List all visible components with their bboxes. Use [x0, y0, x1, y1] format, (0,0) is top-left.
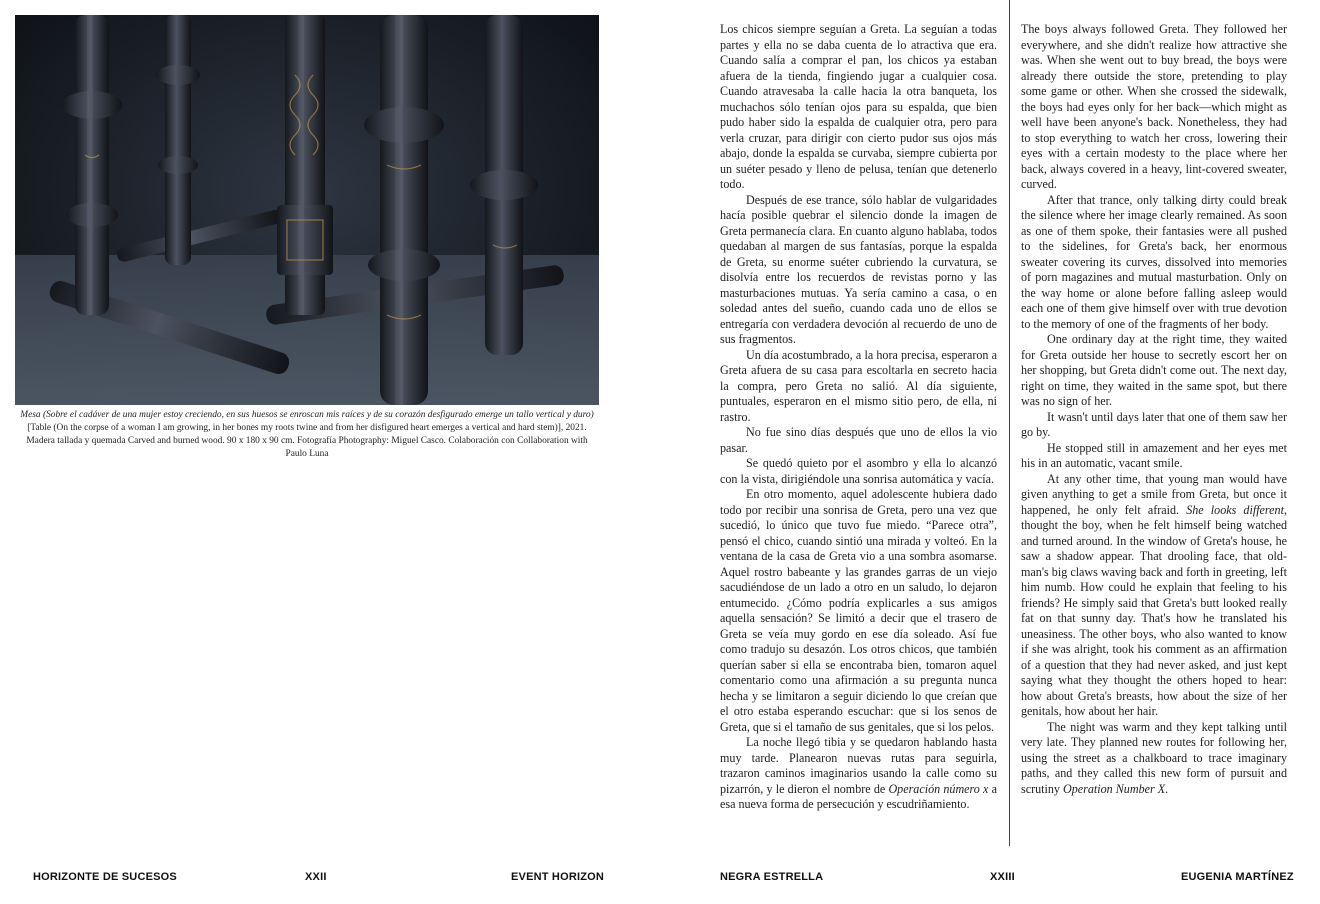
- spanish-text-column: [720, 22, 997, 813]
- footer-story-title: NEGRA ESTRELLA: [720, 871, 824, 883]
- paragraph: [720, 735, 997, 813]
- footer-page-number-left: XXII: [305, 871, 327, 883]
- paragraph: One ordinary day at the right time, they waited for Greta outside her house to secretly escort her on her shopping, but Greta didn't come out. The next day, right on time, they waited in the same spot, but there was no sign of her.: [1021, 332, 1287, 408]
- paragraph-text: At any other time, that young man would have given anything to get a smile from Greta, but once it happened, he only felt afraid.: [1021, 471, 1287, 517]
- paragraph: After that trance, only talking dirty could break the silence where her image clearly remained. As soon as one of them spoke, their fantasies were all pushed to the sidelines, for Greta's back, her enormous sweater covering its curves, dissolved into memories of porn magazines and mutual masturbation. Only on the way home or alone before falling asleep would each one of them give himself over with true devotion to the memory of one of the fragments of her body.: [1021, 192, 1287, 331]
- paragraph: [1021, 720, 1287, 798]
- paragraph-text: La noche llegó tibia y se quedaron hablando hasta muy tarde. Planearon nuevas rutas para seguirla, trazaron caminos imaginarios usando la calle como su pizarrón, y le dieron el nombre de: [720, 735, 997, 796]
- paragraph: [1021, 472, 1287, 720]
- paragraph-text: .: [1165, 781, 1169, 796]
- paragraph-text: , thought the boy, when he felt himself being watched and turned around. In the window of Greta's house, he saw a shadow appear. That drooling face, that old-man's big claws waving back and forth in greeting, left him numb. How could he explain that feeling to his friends? He simply said that Greta's butt looked really fat on that sunny day. That's how he translated his uneasiness. The other boys, who also wanted to know if she was alright, took his comment as an affirmation of a question that they had never asked, and just kept saying what they thought the others hoped to hear: how about Greta's breasts, how about the size of her genitals, how about her hair.: [1021, 502, 1287, 718]
- paragraph: The boys always followed Greta. They followed her everywhere, and she didn't realize how attractive she was. When she went out to buy bread, the boys were already there outside the store, pretending to play some game or other. When she crossed the sidewalk, the boys had eyes only for her back—which might as well have been anyone's back. Nonetheless, they had to stop everything to watch her cross, lowering their eyes with a certain modesty to the place where her back, always covered in a heavy, lint-covered sweater, curved.: [1021, 22, 1287, 191]
- column-divider: [1009, 0, 1010, 846]
- paragraph-text: a esa nueva forma de persecución y escudriñamiento.: [720, 781, 997, 811]
- photo-caption: [15, 409, 599, 461]
- paragraph: He stopped still in amazement and her eyes met his in an automatic, vacant smile.: [1021, 440, 1287, 470]
- paragraph: Los chicos siempre seguían a Greta. La seguían a todas partes y ella no se daba cuenta de lo atractiva que era. Cuando salía a comprar el pan, los chicos ya estaban afuera de la tienda, fingiendo jugar a cualquier cosa. Cuando atravesaba la calle hacia la otra banqueta, los muchachos sólo tenían ojos para su espalda, que bien pudo haber sido la espalda de cualquier otra, pero para verla cruzar, para dirigir con cierto pudor sus ojos más abajo, donde la espalda se curvaba, siempre cubierta por un suéter pesado y lleno de pelusa, tenían que detenerlo todo.: [720, 22, 997, 191]
- paragraph: Un día acostumbrado, a la hora precisa, esperaron a Greta afuera de su casa para escoltarla en secreto hacia la compra, pero Greta no salió. Al día siguiente, puntuales, esperaron en el mismo sitio pero, de ella, ni rastro.: [720, 347, 997, 424]
- paragraph: No fue sino días después que uno de ellos la vio pasar.: [720, 425, 997, 455]
- italic-term: Operación número x: [888, 781, 989, 796]
- caption-title: Mesa (Sobre el cadáver de una mujer estoy creciendo, en sus huesos se enroscan mis raíces y de su corazón desfigurado emerge un tallo vertical y duro): [20, 410, 594, 420]
- english-text-column: [1021, 22, 1287, 797]
- italic-term: She looks different: [1186, 502, 1284, 517]
- footer-section-title-en: EVENT HORIZON: [511, 871, 605, 883]
- caption-details: [Table (On the corpse of a woman I am growing, in her bones my roots twine and from her disfigured heart emerges a vertical and hard stem)], 2021. Madera tallada y quemada Carved and burned wood. 90 x 180 x 90 cm. Fotografía Photography: Miguel Casco. Colaboración con Collaboration with Paulo Luna: [26, 423, 588, 459]
- footer-author: EUGENIA MARTÍNEZ: [1181, 871, 1294, 883]
- paragraph: It wasn't until days later that one of them saw her go by.: [1021, 409, 1287, 439]
- footer-section-title: HORIZONTE DE SUCESOS: [33, 871, 177, 883]
- footer-page-number-right: XXIII: [990, 871, 1015, 883]
- paragraph: Después de ese trance, sólo hablar de vulgaridades hacía posible quebrar el silencio donde la imagen de Greta permanecía clara. En cuanto alguno hablaba, todos quedaban al margen de sus fantasías, porque la espalda de Greta, su enorme suéter cubriendo la curvatura, se disolvía entre los recuerdos de revistas porno y las masturbaciones mutuas. Ya sería camino a casa, o en soledad antes del sueño, cuando cada uno de ellos se entregaría con verdadera devoción al recuerdo de uno de sus fragmentos.: [720, 192, 997, 346]
- paragraph: Se quedó quieto por el asombro y ella lo alcanzó con la vista, dirigiéndole una sonrisa automática y vacía.: [720, 456, 997, 486]
- paragraph-text: The night was warm and they kept talking until very late. They planned new routes for following her, using the street as a chalkboard to trace imaginary paths, and they called this new form of pursuit and scrutiny: [1021, 719, 1287, 796]
- carved-wooden-table-legs-photo: [15, 15, 599, 405]
- paragraph: En otro momento, aquel adolescente hubiera dado todo por recibir una sonrisa de Greta, pero una vez que sucedió, lo único que tuvo fue miedo. “Parece otra”, pensó el chico, cuando sintió una mirada y volteó. En la ventana de la casa de Greta vio a una sombra asomarse. Aquel rostro babeante y las grandes garras de un viejo sacudiéndose de un lado a otro en un saludo, lo dejaron entumecido. ¿Cómo podría explicarles a sus amigos aquella sensación? Se limitó a decir que el trasero de Greta se veía muy gordo en ese día soleado. Así fue como tradujo su desazón. Los otros chicos, que también querían saber si ella se encontraba bien, tomaron aquel comentario como una afirmación a su pregunta nunca hecha y se limitaron a seguir diciendo lo que creían que el otro estaba esperando escuchar: que si los senos de Greta, que si el tamaño de sus genitales, que si los pelos.: [720, 487, 997, 734]
- artwork-photo: [15, 15, 599, 405]
- italic-term: Operation Number X: [1063, 781, 1166, 796]
